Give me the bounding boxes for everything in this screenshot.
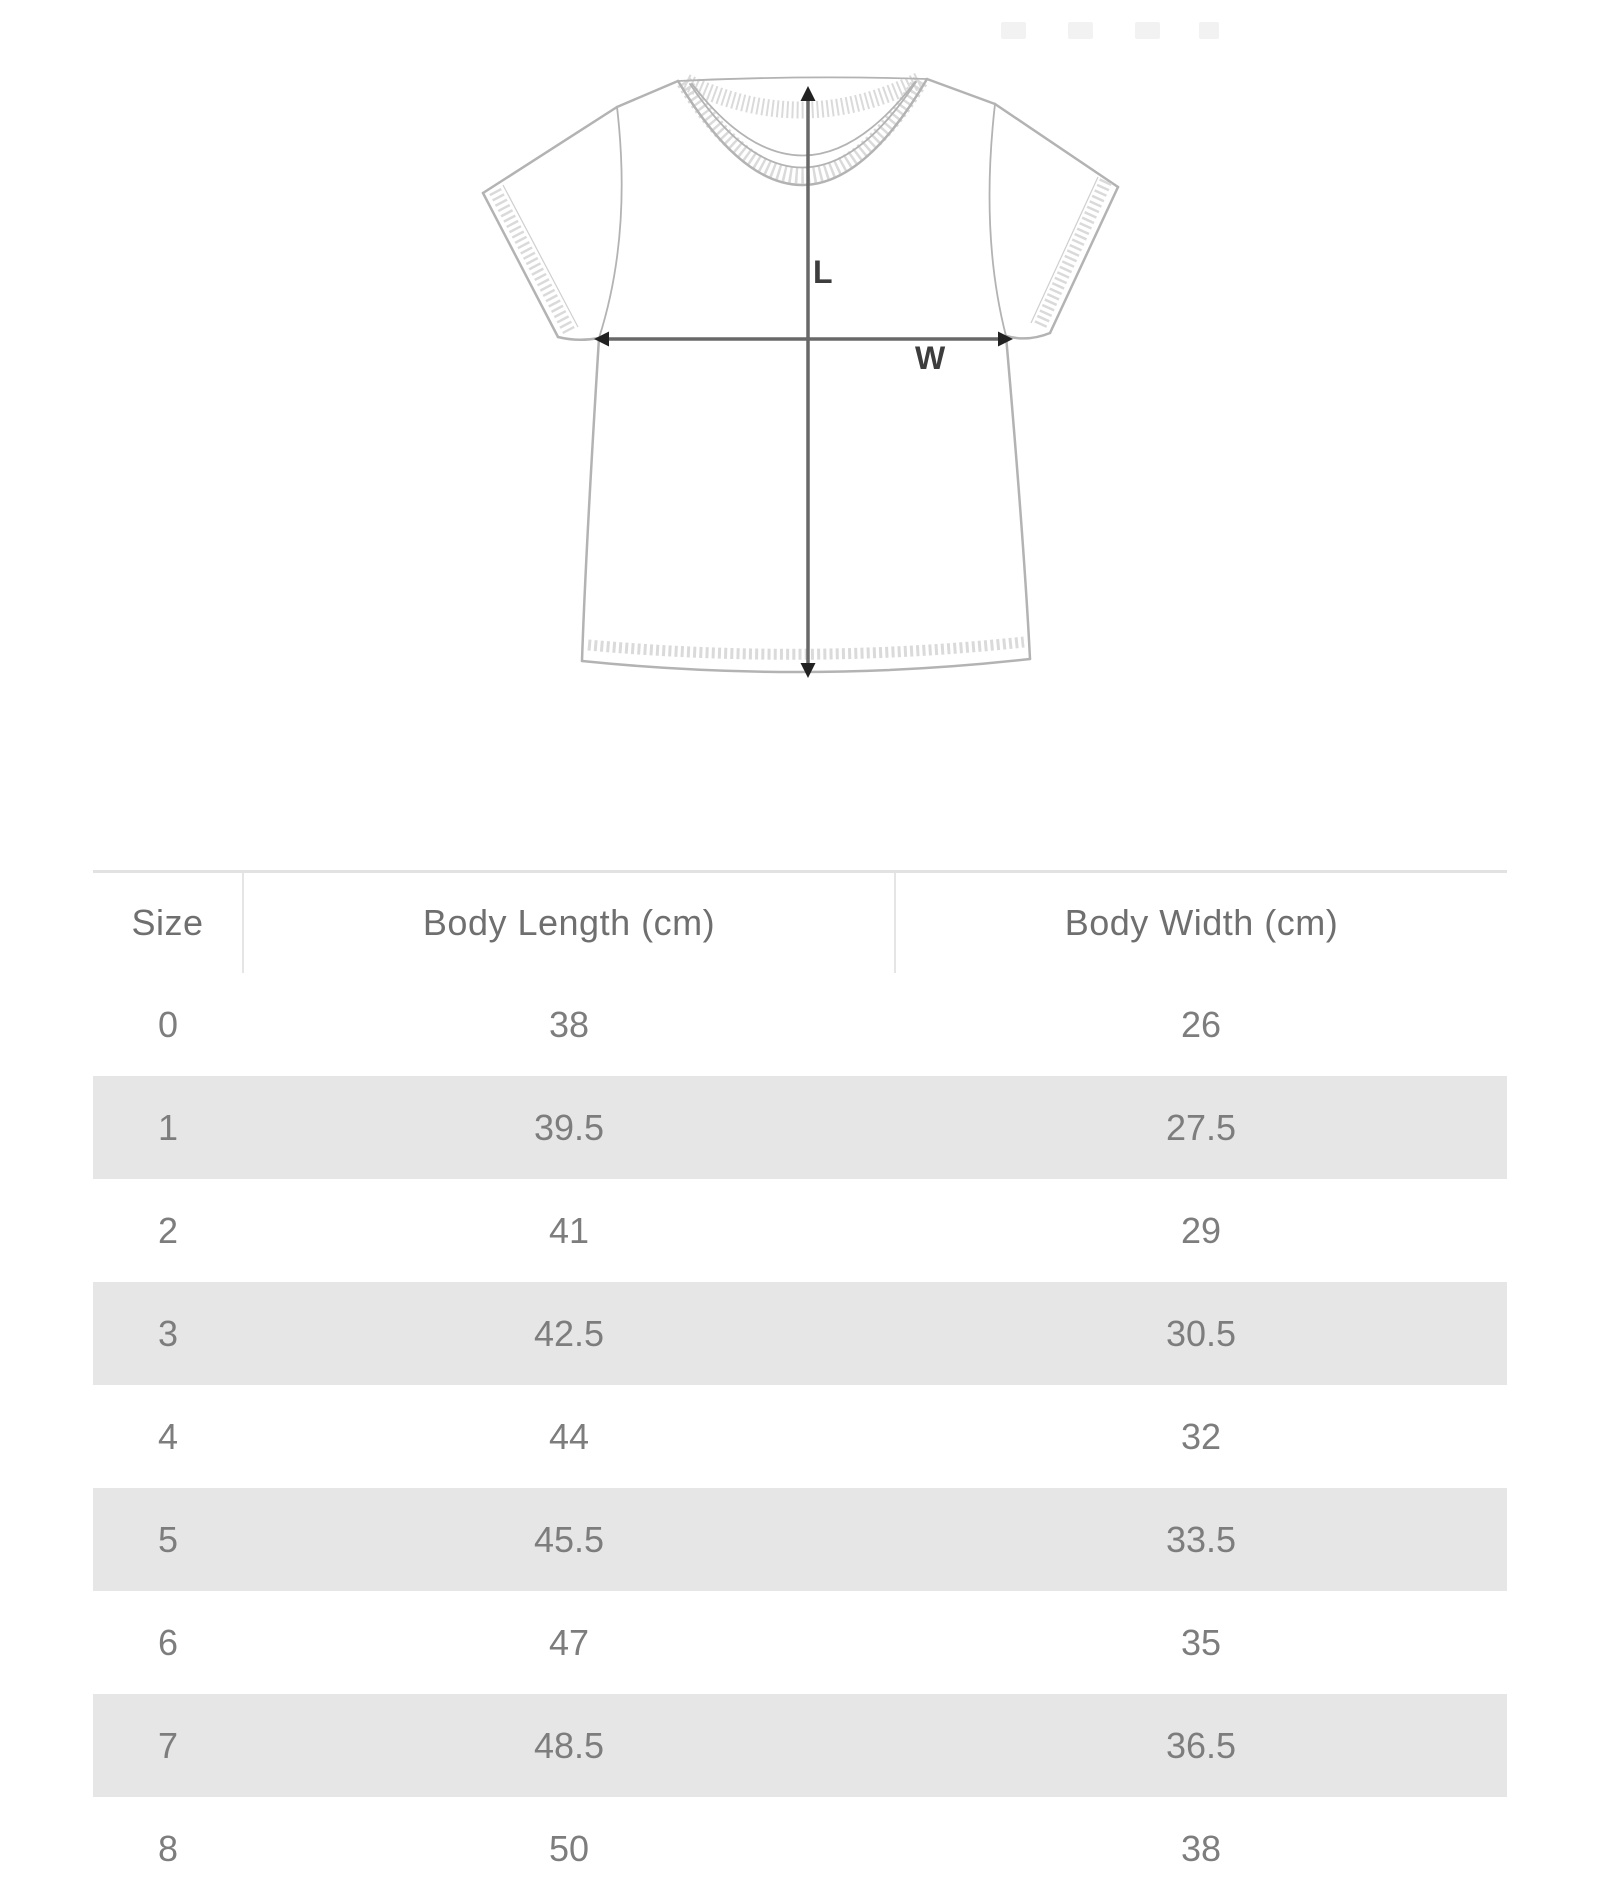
faint-artifact: [1199, 22, 1219, 39]
tshirt-drawing: [483, 77, 1118, 672]
armhole-seam-right: [990, 104, 1006, 336]
width-arrow-left-head: [594, 332, 609, 347]
cell-size: 2: [157, 1209, 179, 1251]
column-header-body-width-cm: Body Width (cm): [895, 872, 1507, 974]
body-side-right: [1006, 336, 1030, 659]
length-label: L: [813, 254, 833, 290]
table-row: [93, 1076, 1507, 1179]
shoulder-seam-right: [927, 79, 995, 104]
sleeve-hem-stitch-right: [1039, 181, 1106, 328]
size-chart-table: [93, 870, 1507, 1900]
table-body: [93, 973, 1507, 1900]
bottom-hem-stitch-band: [588, 642, 1024, 654]
cell-body-width-cm: 33.5: [1165, 1518, 1237, 1560]
table-row: [93, 1179, 1507, 1282]
cell-size: 1: [157, 1106, 179, 1148]
cell-body-width-cm: 30.5: [1165, 1312, 1237, 1354]
length-arrow-top-head: [801, 86, 816, 101]
column-header-size: Size: [131, 902, 204, 943]
sleeve-top-right: [995, 104, 1118, 187]
faint-artifact-row: [1001, 22, 1219, 39]
shoulder-seam-left: [617, 81, 678, 107]
cell-size: 0: [157, 1003, 179, 1045]
cell-size: 4: [157, 1415, 179, 1457]
cell-body-width-cm: 29: [1180, 1209, 1222, 1251]
sleeve-hem-edge-left: [483, 193, 558, 337]
length-arrow-bottom-head: [801, 663, 816, 678]
cell-size: 6: [157, 1621, 179, 1663]
cell-body-width-cm: 27.5: [1165, 1106, 1237, 1148]
cell-body-length-cm: 41: [548, 1209, 590, 1251]
column-header-body-length-cm: Body Length (cm): [243, 872, 895, 974]
cell-body-width-cm: 36.5: [1165, 1724, 1237, 1766]
header-row: [93, 872, 1507, 974]
table-row: [93, 973, 1507, 1076]
cell-body-length-cm: 45.5: [533, 1518, 605, 1560]
faint-artifact: [1001, 22, 1026, 39]
table-row: [93, 1797, 1507, 1900]
cell-body-width-cm: 38: [1180, 1827, 1222, 1869]
body-side-left: [582, 338, 599, 661]
cell-body-length-cm: 48.5: [533, 1724, 605, 1766]
cell-body-length-cm: 39.5: [533, 1106, 605, 1148]
cell-body-length-cm: 50: [548, 1827, 590, 1869]
sleeve-bottom-left: [558, 337, 599, 340]
table-row: [93, 1385, 1507, 1488]
cell-body-width-cm: 32: [1180, 1415, 1222, 1457]
cell-body-length-cm: 47: [548, 1621, 590, 1663]
cell-size: 3: [157, 1312, 179, 1354]
table-row: [93, 1488, 1507, 1591]
cell-body-length-cm: 44: [548, 1415, 590, 1457]
collar-rib-band: [686, 80, 920, 110]
width-label: W: [915, 340, 946, 376]
collar-back-top-edge: [678, 77, 927, 81]
sleeve-top-left: [483, 107, 617, 193]
size-table: [93, 870, 1507, 1900]
tshirt-measurement-diagram: [0, 0, 1600, 800]
table-row: [93, 1282, 1507, 1385]
width-measure: [594, 332, 1013, 377]
cell-size: 8: [157, 1827, 179, 1869]
sleeve-bottom-right: [1006, 333, 1050, 338]
cell-body-length-cm: 38: [548, 1003, 590, 1045]
cell-size: 5: [157, 1518, 179, 1560]
faint-artifact: [1135, 22, 1160, 39]
faint-artifact: [1068, 22, 1093, 39]
cell-body-width-cm: 35: [1180, 1621, 1222, 1663]
cell-size: 7: [157, 1724, 179, 1766]
table-row: [93, 1694, 1507, 1797]
armhole-seam-left: [599, 107, 622, 338]
cell-body-width-cm: 26: [1180, 1003, 1222, 1045]
table-row: [93, 1591, 1507, 1694]
cell-body-length-cm: 42.5: [533, 1312, 605, 1354]
sleeve-hem-stitch-left: [495, 191, 569, 331]
